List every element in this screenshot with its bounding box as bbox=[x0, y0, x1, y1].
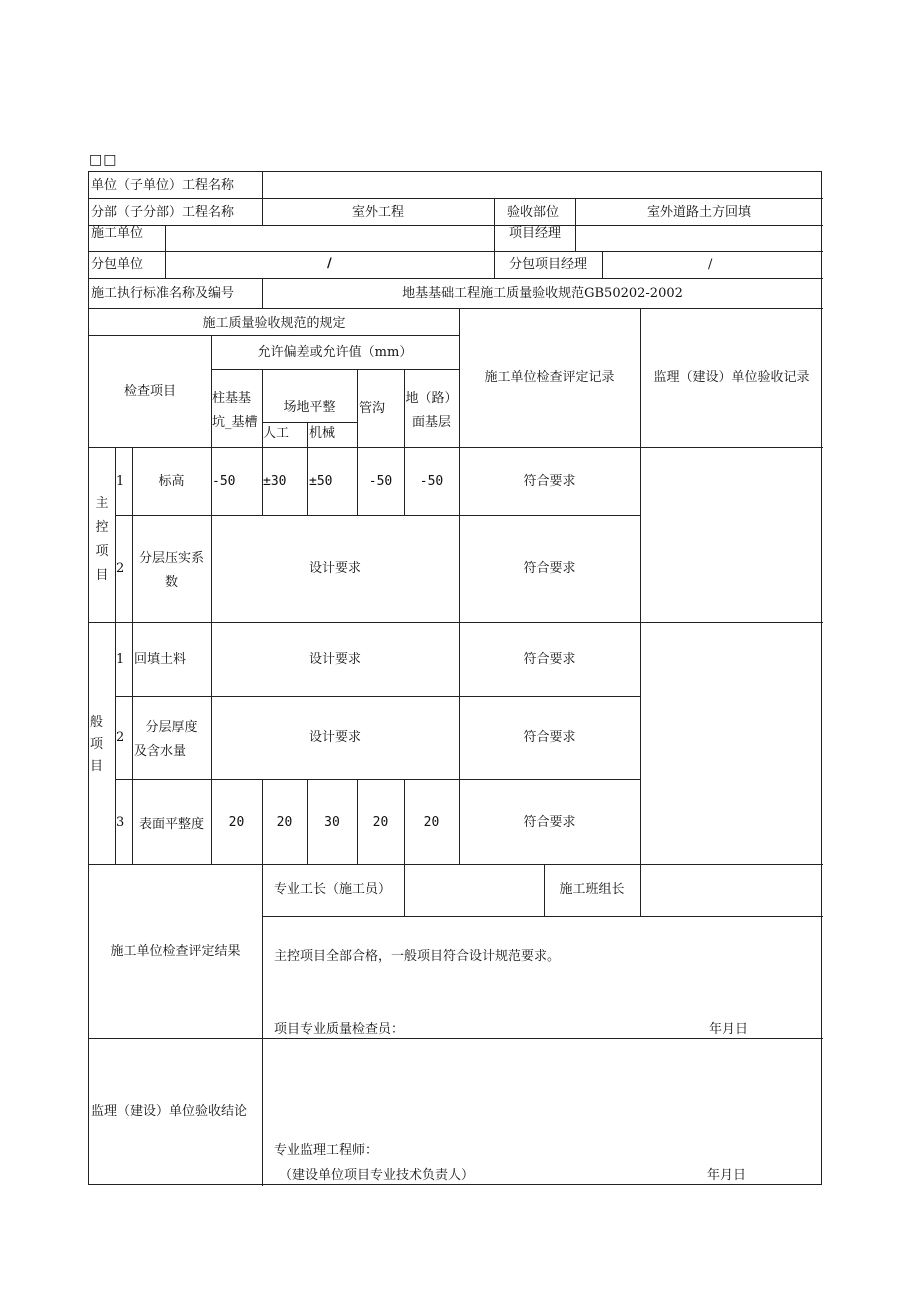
result-cell: 符合要求 bbox=[523, 730, 576, 745]
result-cell: 符合要求 bbox=[523, 561, 576, 576]
requirement-cell: 设计要求 bbox=[308, 730, 361, 745]
rule bbox=[115, 696, 640, 697]
rule bbox=[115, 515, 640, 516]
general-label bbox=[90, 712, 114, 778]
rule bbox=[602, 251, 603, 278]
value-cell: 20 bbox=[372, 815, 389, 830]
contractor-record-header: 施工单位检查评定记录 bbox=[484, 370, 615, 385]
supervisor-date: 年月日 bbox=[707, 1168, 747, 1183]
standard-value: 地基基础工程施工质量验收规范GB50202-2002 bbox=[402, 286, 683, 301]
rule bbox=[89, 335, 459, 336]
rule bbox=[165, 225, 166, 278]
site-grading-header: 场地平整 bbox=[283, 400, 336, 415]
item-name-line2: 及含水量 bbox=[134, 744, 187, 759]
team-leader-label: 施工班组长 bbox=[559, 882, 625, 897]
contractor-label: 施工单位 bbox=[91, 226, 144, 241]
item-number: 2 bbox=[116, 730, 125, 745]
rule bbox=[640, 864, 641, 916]
subdivision-value: 室外工程 bbox=[351, 205, 404, 220]
spec-title: 施工质量验收规范的规定 bbox=[202, 316, 346, 331]
item-name-line1: 分层压实系 bbox=[138, 551, 204, 566]
requirement-cell: 设计要求 bbox=[308, 561, 361, 576]
owner-representative-label: （建设单位项目专业技术负责人） bbox=[279, 1168, 475, 1183]
rule bbox=[404, 864, 405, 916]
rule bbox=[404, 369, 405, 447]
supervising-engineer-label: 专业监理工程师： bbox=[274, 1143, 379, 1158]
road-base-header-line2: 面基层 bbox=[411, 415, 451, 430]
value-cell: ±50 bbox=[309, 474, 333, 489]
rule bbox=[494, 198, 495, 225]
item-name: 表面平整度 bbox=[138, 817, 204, 832]
rule bbox=[89, 1038, 823, 1039]
value-cell: -50 bbox=[368, 474, 393, 489]
rule bbox=[89, 864, 823, 865]
value-cell: 30 bbox=[324, 815, 340, 830]
rule bbox=[115, 779, 640, 780]
item-name: 回填土料 bbox=[134, 652, 187, 667]
rule bbox=[307, 422, 308, 447]
item-number: 3 bbox=[116, 815, 125, 830]
subdivision-label: 分部（子分部）工程名称 bbox=[91, 205, 235, 220]
rule bbox=[640, 308, 641, 864]
rule bbox=[89, 447, 823, 448]
rule bbox=[459, 308, 460, 864]
subcontractor-label: 分包单位 bbox=[91, 257, 144, 272]
rule bbox=[494, 225, 495, 278]
unit-project-label: 单位（子单位）工程名称 bbox=[91, 178, 235, 193]
acceptance-part-label: 验收部位 bbox=[507, 205, 560, 220]
inspection-record-table bbox=[88, 171, 822, 1185]
label-char: 目 bbox=[95, 568, 109, 583]
rule bbox=[89, 198, 823, 199]
value-cell: 20 bbox=[276, 815, 293, 830]
rule bbox=[262, 172, 263, 198]
item-number: 1 bbox=[116, 652, 125, 667]
label-char: 控 bbox=[95, 520, 109, 535]
label-char: 主 bbox=[95, 496, 109, 511]
road-base-header-line1: 地（路） bbox=[405, 391, 458, 406]
contractor-comment: 主控项目全部合格，一般项目符合设计规范要求。 bbox=[274, 949, 561, 964]
value-cell: 20 bbox=[423, 815, 440, 830]
requirement-cell: 设计要求 bbox=[308, 652, 361, 667]
rule bbox=[262, 864, 263, 1186]
result-cell: 符合要求 bbox=[523, 652, 576, 667]
value-cell: 20 bbox=[228, 815, 245, 830]
label-char: 般 bbox=[90, 715, 104, 730]
column-pit-header-line2: 坑_基槽 bbox=[212, 415, 258, 430]
rule bbox=[89, 308, 823, 309]
foreman-label: 专业工长（施工员） bbox=[274, 882, 392, 897]
rule bbox=[89, 251, 823, 252]
project-manager-label: 项目经理 bbox=[509, 226, 562, 241]
rule bbox=[575, 225, 576, 251]
value-cell: -50 bbox=[419, 474, 444, 489]
sub-project-manager-label: 分包项目经理 bbox=[509, 257, 588, 272]
label-char: 项 bbox=[95, 544, 109, 559]
item-name-line1: 分层厚度 bbox=[145, 720, 198, 735]
pipe-trench-header: 管沟 bbox=[359, 401, 386, 416]
document-code: □□ bbox=[89, 152, 118, 168]
tolerance-header: 允许偏差或允许值（mm） bbox=[257, 345, 413, 360]
rule bbox=[357, 369, 358, 447]
item-name: 标高 bbox=[158, 474, 185, 489]
rule bbox=[89, 225, 823, 226]
value-cell: ±30 bbox=[263, 474, 287, 489]
contractor-result-label: 施工单位检查评定结果 bbox=[110, 944, 241, 959]
machine-header: 机械 bbox=[309, 426, 336, 441]
result-cell: 符合要求 bbox=[523, 474, 576, 489]
manual-header: 人工 bbox=[263, 426, 290, 441]
rule bbox=[262, 422, 357, 423]
rule bbox=[89, 278, 823, 279]
contractor-date: 年月日 bbox=[709, 1022, 749, 1037]
column-pit-header-line1: 柱基基 bbox=[212, 391, 252, 406]
result-cell: 符合要求 bbox=[523, 815, 576, 830]
acceptance-part-value: 室外道路土方回填 bbox=[646, 205, 751, 220]
value-cell: -50 bbox=[212, 474, 236, 489]
supervisor-result-label: 监理（建设）单位验收结论 bbox=[91, 1104, 248, 1119]
main-control-label bbox=[89, 492, 115, 588]
subcontractor-value: / bbox=[327, 256, 332, 271]
rule bbox=[307, 447, 308, 515]
label-char: 目 bbox=[90, 759, 104, 774]
rule bbox=[89, 622, 823, 623]
item-number: 1 bbox=[116, 474, 125, 489]
label-char: 项 bbox=[90, 737, 104, 752]
rule bbox=[211, 369, 459, 370]
quality-inspector-label: 项目专业质量检查员： bbox=[274, 1022, 405, 1037]
rule bbox=[262, 916, 823, 917]
standard-label: 施工执行标准名称及编号 bbox=[91, 286, 235, 301]
rule bbox=[132, 447, 133, 864]
sub-project-manager-value: / bbox=[708, 257, 713, 272]
item-name-line2: 数 bbox=[164, 575, 178, 590]
check-item-header: 检查项目 bbox=[123, 384, 176, 399]
item-number: 2 bbox=[116, 561, 125, 576]
supervisor-record-header: 监理（建设）单位验收记录 bbox=[653, 370, 810, 385]
